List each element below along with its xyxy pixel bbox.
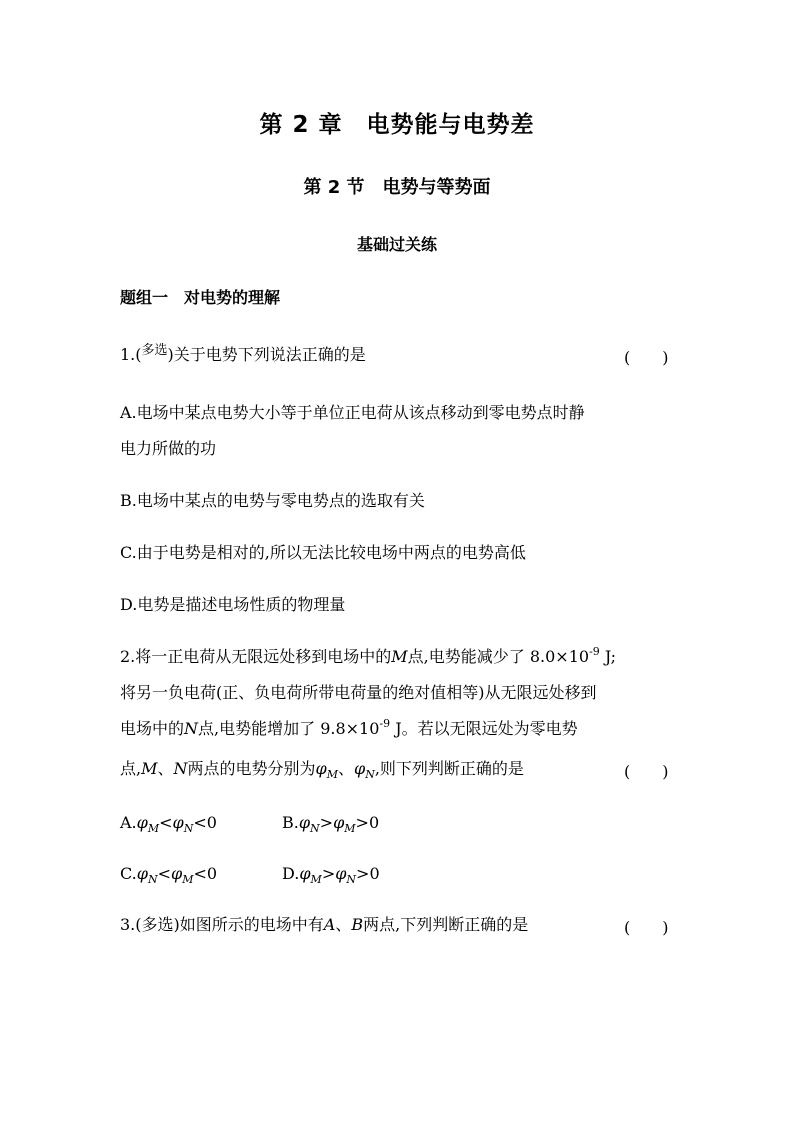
q1-tag: 多选 — [141, 343, 168, 358]
q2-option-d — [282, 864, 380, 886]
q1-number: 1.( — [120, 345, 142, 364]
option-label: C. — [120, 864, 137, 883]
relation: < — [157, 864, 171, 883]
q1-option-d: D.电势是描述电场性质的物理量 — [120, 595, 346, 614]
q3-text: 两点,下列判断正确的是 — [363, 915, 529, 934]
relation: < — [159, 813, 173, 832]
exponent: -9 — [589, 645, 600, 658]
q1-answer-paren: ( ) — [624, 348, 669, 367]
point-m: M — [141, 759, 158, 778]
subscript: M — [344, 822, 356, 835]
option-label: B. — [282, 813, 299, 832]
phi-symbol: φ — [333, 813, 345, 832]
phi-symbol: φ — [172, 813, 184, 832]
q2-line-2: 将另一负电荷(正、负电荷所带电荷量的绝对值相等)从无限远处移到 — [120, 683, 597, 702]
phi-symbol: φ — [298, 813, 311, 832]
exponent: -9 — [379, 717, 391, 730]
q2-text: J。若以无限远处为零电势 — [390, 719, 578, 738]
q2-option-a — [120, 813, 270, 835]
q3-text: 3.(多选)如图所示的电场中有 — [120, 915, 324, 934]
relation: >0 — [355, 813, 380, 832]
subscript: M — [310, 873, 322, 886]
q2-answer-paren: ( ) — [624, 762, 669, 781]
point-n: N — [173, 759, 188, 778]
q2-line-3 — [120, 719, 680, 741]
option-label: D. — [282, 864, 300, 883]
q2-line-1 — [120, 647, 680, 669]
subscript: N — [346, 873, 357, 886]
q2-option-b — [282, 813, 380, 835]
phi-symbol: φ — [136, 864, 148, 883]
q2-option-c — [120, 864, 270, 886]
q2-text: 、 — [337, 759, 354, 778]
subscript: N — [183, 822, 194, 835]
q2-text: 、 — [157, 759, 174, 778]
subscript: N — [310, 822, 320, 835]
q1-option-b: B.电场中某点的电势与零电势点的选取有关 — [120, 491, 425, 510]
phi-symbol: φ — [354, 759, 366, 778]
exercise-title: 基础过关练 — [356, 235, 437, 254]
q3-answer-paren: ( ) — [624, 918, 669, 937]
chapter-title: 第 2 章 电势能与电势差 — [259, 112, 535, 138]
q2-text: 点,电势能增加了 9.8×10 — [198, 719, 380, 738]
phi-symbol: φ — [171, 864, 183, 883]
subscript: N — [147, 873, 158, 886]
q2-line-4 — [120, 759, 680, 781]
option-label: A. — [120, 813, 137, 832]
q2-text: 两点的电势分别为 — [187, 759, 316, 778]
q2-text: 点,电势能减少了 8.0×10 — [407, 647, 590, 666]
phi-symbol: φ — [335, 864, 347, 883]
relation: <0 — [193, 813, 217, 832]
subscript: M — [326, 768, 338, 781]
subscript: N — [365, 768, 375, 781]
q3-stem — [120, 915, 680, 935]
subscript: M — [182, 873, 194, 886]
q1-option-a-cont: 电力所做的功 — [120, 439, 217, 458]
relation: >0 — [356, 864, 380, 883]
relation: > — [319, 813, 334, 832]
q2-text: ,则下列判断正确的是 — [374, 759, 524, 778]
point-b: B — [351, 915, 364, 934]
phi-symbol: φ — [299, 864, 311, 883]
point-m: M — [391, 647, 408, 666]
subscript: M — [147, 822, 160, 835]
q2-text: 电场中的 — [120, 719, 185, 738]
q1-option-a: A.电场中某点电势大小等于单位正电荷从该点移动到零电势点时静 — [120, 403, 585, 422]
q2-text: J; — [599, 647, 617, 666]
relation: > — [321, 864, 336, 883]
q1-stem — [120, 345, 680, 367]
relation: <0 — [193, 864, 218, 883]
point-n: N — [184, 719, 199, 738]
q3-text: 、 — [335, 915, 352, 934]
section-title: 第 2 节 电势与等势面 — [303, 177, 491, 198]
group-title: 题组一 对电势的理解 — [120, 288, 281, 307]
q1-option-c: C.由于电势是相对的,所以无法比较电场中两点的电势高低 — [120, 543, 526, 562]
q1-stem-text: )关于电势下列说法正确的是 — [167, 345, 366, 364]
phi-symbol: φ — [136, 813, 148, 832]
q2-text: 2.将一正电荷从无限远处移到电场中的 — [120, 647, 392, 666]
point-a: A — [323, 915, 336, 934]
phi-symbol: φ — [315, 759, 327, 778]
q2-text: 点, — [120, 759, 142, 778]
